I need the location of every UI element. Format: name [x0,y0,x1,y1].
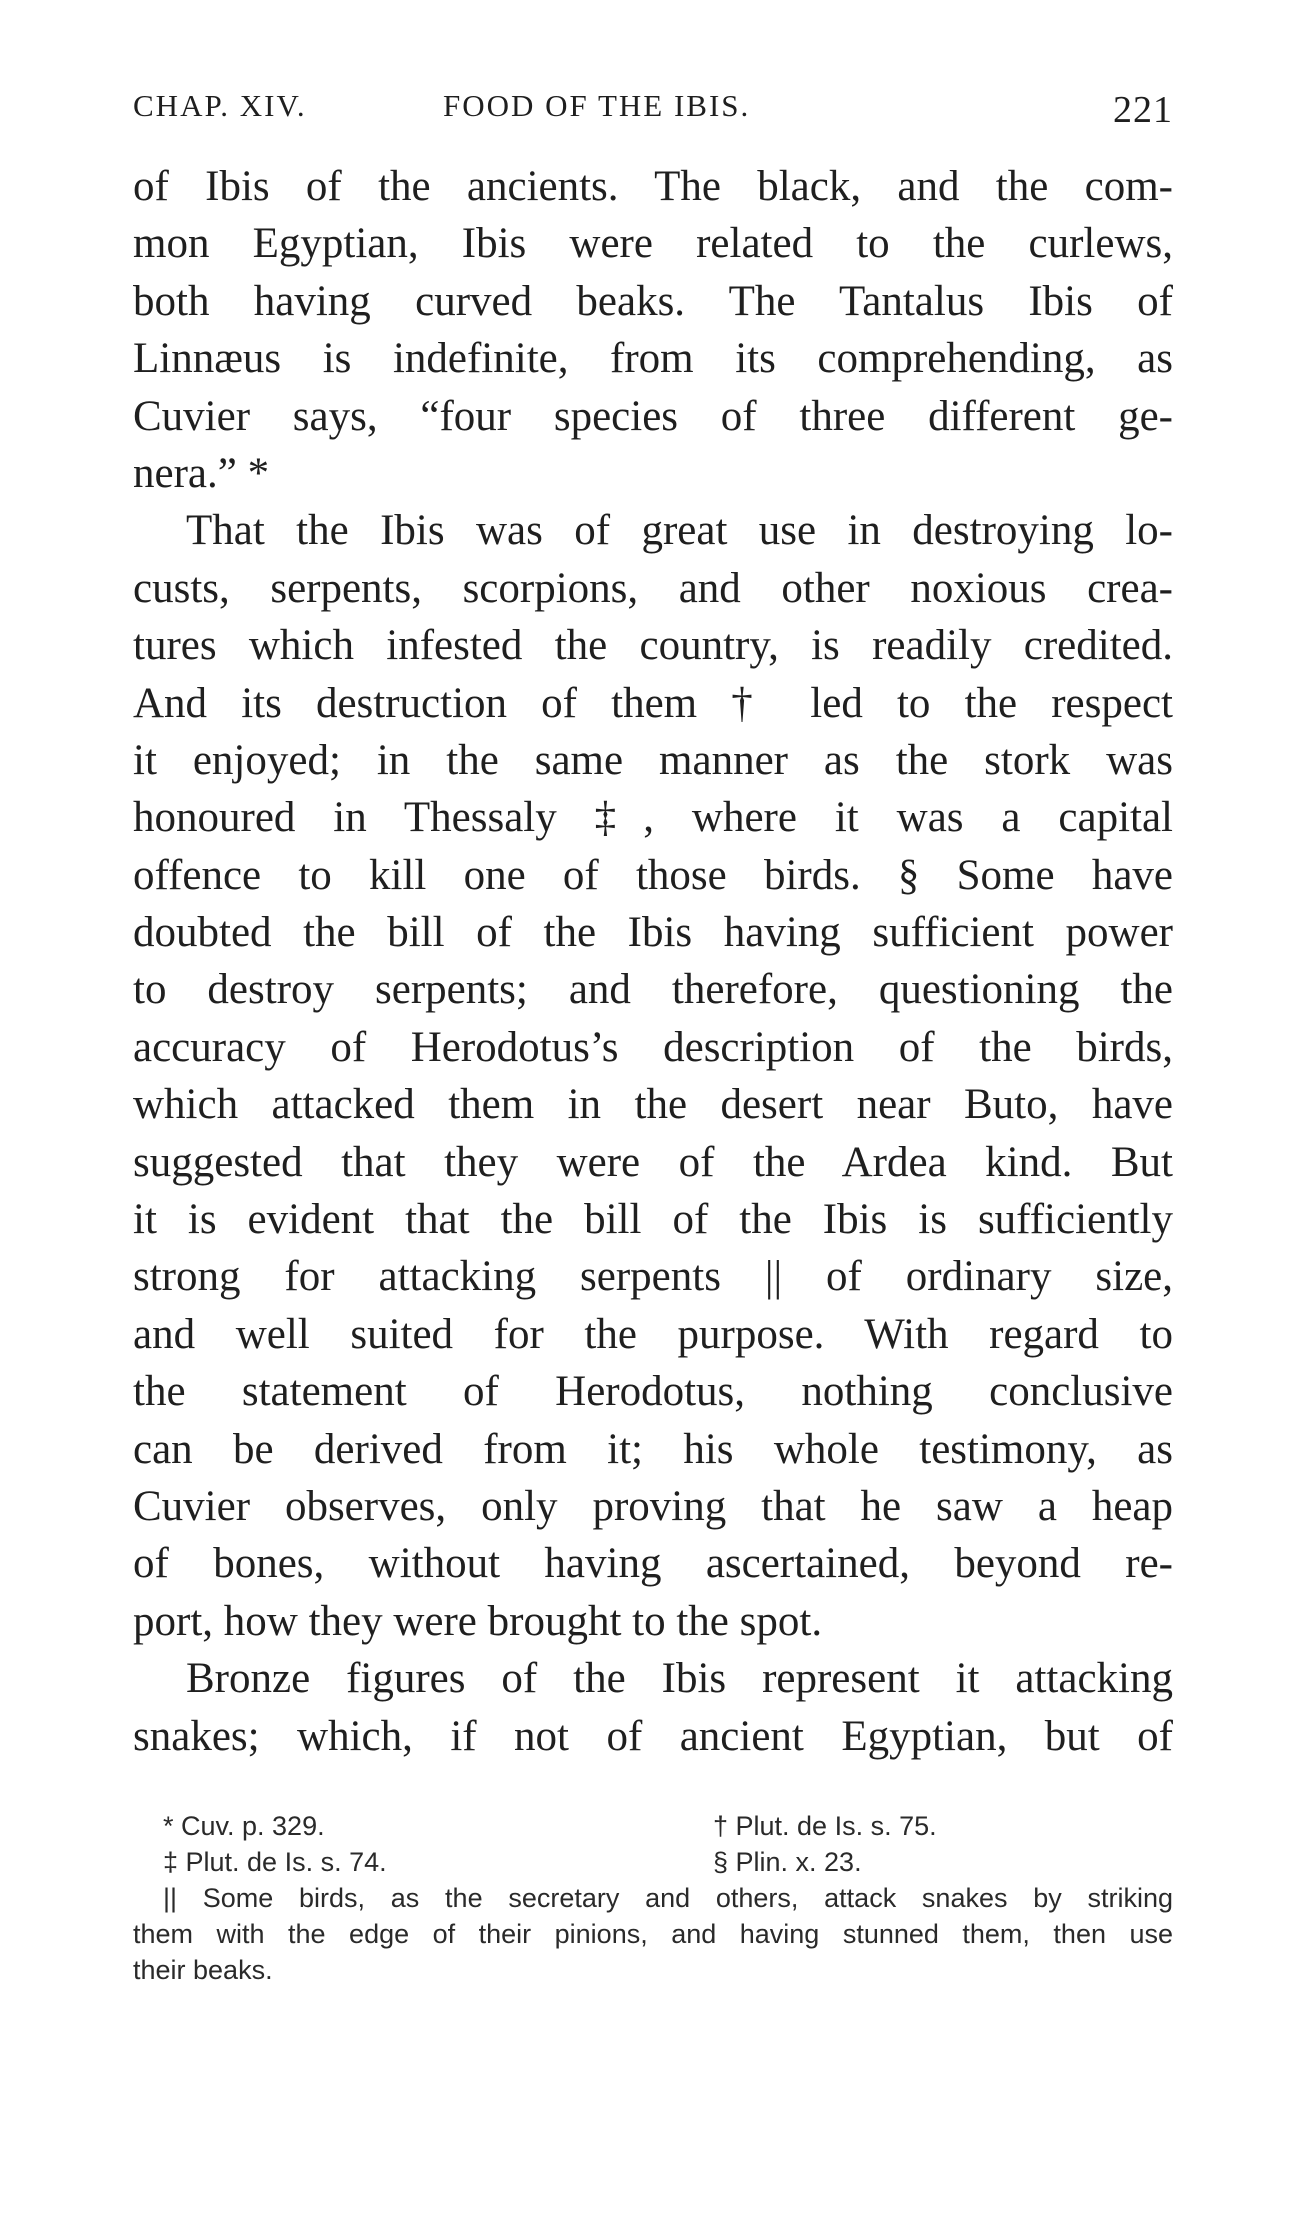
chapter-label: CHAP. XIV. [133,88,307,123]
text-line: doubted the bill of the Ibis having sufficient power [133,909,1173,957]
footnote-row [133,1844,1173,1880]
text-line: accuracy of Herodotus’s description of the birds, [133,1023,1173,1071]
text-line: And its destruction of them † led to the respect [133,679,1173,727]
footnote-line: them with the edge of their pinions, and having stunned them, then use [133,1919,1173,1949]
text-line: to destroy serpents; and therefore, questioning the [133,966,1173,1014]
text-line: tures which infested the country, is readily credited. [133,622,1173,670]
running-header [133,88,1173,138]
text-line: can be derived from it; his whole testimony, as [133,1425,1173,1473]
running-title: FOOD OF THE IBIS. [443,88,751,123]
text-line: suggested that they were of the Ardea kind. But [133,1138,1173,1186]
footnotes [133,1808,1173,1988]
text-line: mon Egyptian, Ibis were related to the curlews, [133,220,1173,268]
text-line: both having curved beaks. The Tantalus Ibis of [133,277,1173,325]
text-line: Cuvier observes, only proving that he saw a heap [133,1482,1173,1530]
footnote: § Plin. x. 23. [713,1847,862,1877]
text-line: which attacked them in the desert near Buto, have [133,1081,1173,1129]
text-line: port, how they were brought to the spot. [133,1597,823,1645]
text-line: it is evident that the bill of the Ibis is sufficiently [133,1196,1173,1244]
footnote-line: || Some birds, as the secretary and others, attack snakes by striking [163,1883,1173,1913]
body-text [133,158,1173,1765]
footnote-line: their beaks. [133,1955,273,1985]
text-line: Bronze figures of the Ibis represent it attacking [186,1655,1173,1703]
footnote: * Cuv. p. 329. [163,1811,325,1841]
text-line: Cuvier says, “four species of three different ge- [133,392,1173,440]
text-line: offence to kill one of those birds. § Some have [133,851,1173,899]
footnote-row [133,1808,1173,1844]
text-line: custs, serpents, scorpions, and other noxious crea- [133,564,1173,612]
text-line: strong for attacking serpents || of ordinary size, [133,1253,1173,1301]
text-line: nera.” * [133,449,270,497]
text-line: of Ibis of the ancients. The black, and the com- [133,163,1173,210]
text-line: of bones, without having ascertained, beyond re- [133,1540,1173,1588]
text-line: snakes; which, if not of ancient Egyptian, but of [133,1712,1173,1760]
text-line: honoured in Thessaly ‡, where it was a capital [133,794,1173,842]
text-line: and well suited for the purpose. With regard to [133,1310,1173,1358]
text-line: That the Ibis was of great use in destroying lo- [186,507,1173,555]
footnote: ‡ Plut. de Is. s. 74. [163,1847,387,1877]
text-line: the statement of Herodotus, nothing conclusive [133,1368,1173,1416]
page-number: 221 [1113,89,1173,131]
footnote: † Plut. de Is. s. 75. [713,1811,937,1841]
text-line: it enjoyed; in the same manner as the stork was [133,736,1173,784]
text-line: Linnæus is indefinite, from its comprehending, as [133,335,1173,383]
